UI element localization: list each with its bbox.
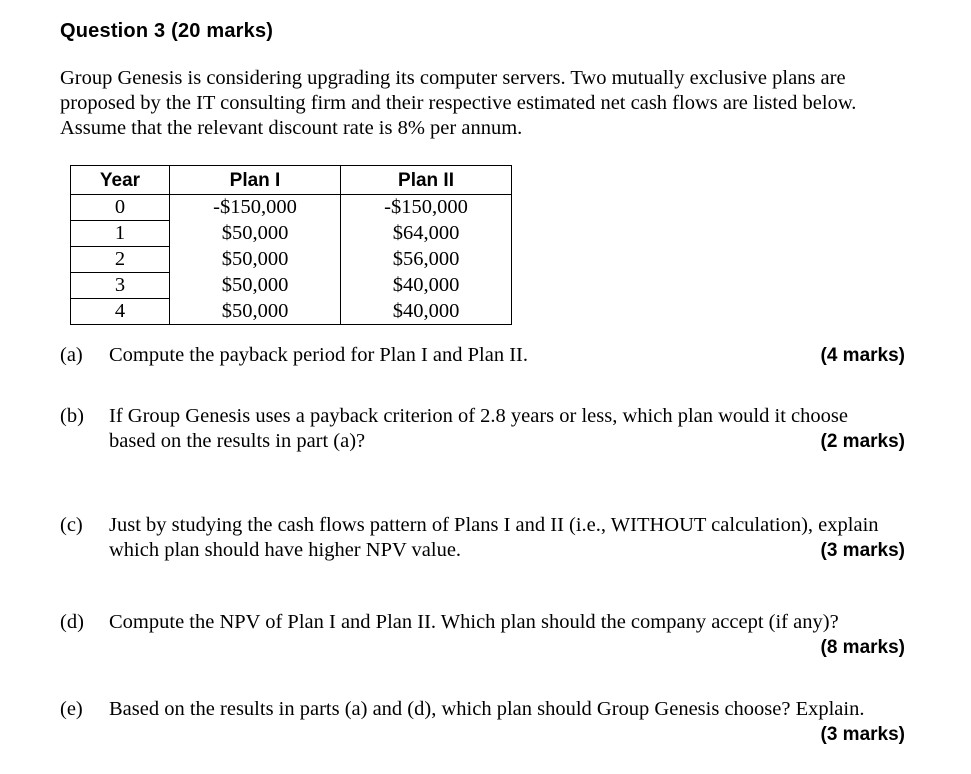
question-heading: Question 3 (20 marks): [60, 20, 274, 42]
table-row: [71, 299, 512, 325]
intro-line: Group Genesis is considering upgrading its computer servers. Two mutually exclusive plans are: [60, 67, 846, 89]
cell-plan-ii: $56,000: [341, 247, 512, 273]
cell-plan-ii: -$150,000: [341, 195, 512, 221]
cell-plan-i: $50,000: [170, 299, 341, 325]
part-text: If Group Genesis uses a payback criterion of 2.8 years or less, which plan would it choose: [109, 405, 848, 427]
part-label: (c): [60, 514, 83, 536]
table-header-row: [71, 166, 512, 195]
part-d: [60, 610, 905, 658]
part-text: Compute the payback period for Plan I and Plan II.: [109, 344, 528, 366]
cell-year: 0: [71, 195, 170, 221]
part-text: Just by studying the cash flows pattern of Plans I and II (i.e., WITHOUT calculation), explain: [109, 514, 879, 536]
table-row: [71, 247, 512, 273]
part-label: (e): [60, 698, 83, 720]
cell-year: 4: [71, 299, 170, 325]
part-marks: (2 marks): [820, 431, 905, 452]
cell-year: 3: [71, 273, 170, 299]
part-text: which plan should have higher NPV value.: [109, 539, 462, 561]
part-e: [60, 697, 905, 745]
cell-plan-i: $50,000: [170, 247, 341, 273]
table-row: [71, 273, 512, 299]
table-row: [71, 221, 512, 247]
part-label: (d): [60, 611, 84, 633]
part-marks: (3 marks): [820, 724, 905, 745]
part-label: (a): [60, 344, 83, 366]
question-intro: [60, 66, 905, 141]
part-marks: (3 marks): [820, 540, 905, 561]
cell-plan-i: $50,000: [170, 273, 341, 299]
cell-plan-ii: $64,000: [341, 221, 512, 247]
table-row: [71, 195, 512, 221]
part-text: based on the results in part (a)?: [109, 430, 366, 452]
cell-plan-i: $50,000: [170, 221, 341, 247]
part-text: Based on the results in parts (a) and (d), which plan should Group Genesis choose? Explain.: [109, 698, 865, 720]
part-c: [60, 513, 905, 563]
cell-plan-ii: $40,000: [341, 299, 512, 325]
part-a: [60, 343, 905, 368]
cell-year: 1: [71, 221, 170, 247]
cell-year: 2: [71, 247, 170, 273]
header-plan-i: Plan I: [170, 166, 341, 195]
intro-line: Assume that the relevant discount rate is 8% per annum.: [60, 117, 523, 139]
cell-plan-i: -$150,000: [170, 195, 341, 221]
intro-line: proposed by the IT consulting firm and their respective estimated net cash flows are listed below.: [60, 92, 857, 114]
part-marks: (4 marks): [820, 345, 905, 366]
cell-plan-ii: $40,000: [341, 273, 512, 299]
header-plan-ii: Plan II: [341, 166, 512, 195]
header-year: Year: [71, 166, 170, 195]
part-label: (b): [60, 405, 84, 427]
cash-flow-table: [70, 165, 512, 325]
part-text: Compute the NPV of Plan I and Plan II. Which plan should the company accept (if any)?: [109, 611, 839, 633]
part-b: [60, 404, 905, 454]
part-marks: (8 marks): [820, 637, 905, 658]
